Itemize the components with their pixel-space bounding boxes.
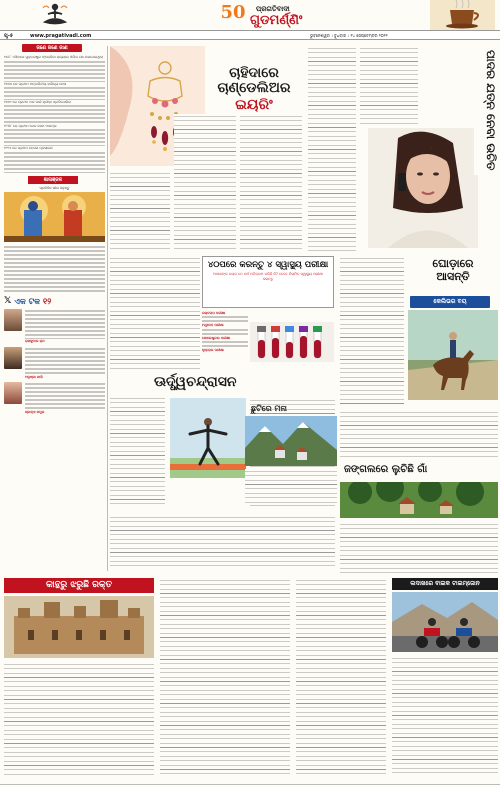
meditation-icon (40, 2, 70, 28)
publisher-name: ପ୍ରଗତିବାଦୀ (256, 5, 290, 13)
bike-headline: ଲଦାଖରେ ବାଇକ ଟାଇମ୍‌ଜୋନ (392, 578, 498, 590)
health-body-left (110, 256, 200, 371)
health-sub: ଆପଣଙ୍କ ବୟସ ୪୦ ବର୍ଷ ଅତିକ୍ରମ କରିଛି କି? ତେବେ ନିୟମିତ ସ୍ୱାସ୍ଥ୍ୟ ପରୀକ୍ଷା କରାନ୍ତୁ (213, 272, 323, 281)
fort-body (4, 662, 154, 776)
tweet-author: ରାଜକୁମାର ରାଓ (25, 339, 45, 344)
masthead (0, 0, 500, 46)
avatar (4, 347, 22, 369)
gyan-heading: ଜ୍ଞାନାଞ୍ଜଳ (28, 176, 78, 184)
foot-care-story (308, 46, 498, 251)
village-body-top (340, 410, 498, 460)
blood-test-tubes (250, 322, 334, 362)
health-points: ରକ୍ତଚାପ ପରୀକ୍ଷା ମଧୁମେହ ପରୀକ୍ଷା କୋଲେଷ୍ଟ୍ରଲ ପରୀକ୍ଷା ହୃଦ୍‌ରୋଗ ପରୀକ୍ଷା (202, 311, 248, 352)
bike-body (392, 656, 498, 776)
avatar (4, 309, 22, 331)
village-headline: ଜଙ୍ଗଲରେ ଲୁଚିଛି ଗାଁ (344, 464, 428, 475)
horse-tag: କେଲିଭର ବୟ (410, 296, 490, 308)
horse-body (340, 256, 404, 406)
tweet-author: ଶ୍ରଦ୍ଧା କପୁର (25, 409, 45, 414)
bike-riders-photo (392, 592, 498, 652)
fort-photo (4, 596, 154, 658)
horse-story (340, 256, 498, 406)
left-column (4, 44, 105, 499)
website-link[interactable]: www.pragativadi.com (30, 33, 92, 39)
bottom-rule (0, 784, 500, 785)
quotes-heading: ଜଣେ ଜଣେ ଜାଣ (22, 44, 82, 52)
gyan-caption: ପ୍ରତିଦିନ ଗୀତା ପଢ଼ନ୍ତୁ (39, 185, 70, 190)
tweet-card (4, 382, 105, 414)
date-line: ଭୁବନେଶ୍ୱର । ବୁଧବାର । ୧୪ ସେପ୍ଟେମ୍ବର ୨୦୨୨ (310, 33, 388, 39)
health-headline: ୪୦ପରେ କରନ୍ତୁ ୪ ସ୍ୱାସ୍ଥ୍ୟ ପରୀକ୍ଷା (207, 260, 329, 270)
anniversary-logo: 50 (220, 2, 246, 23)
x-logo-icon: 𝕏 (4, 296, 12, 306)
avatar (4, 382, 22, 404)
page-label: ପୃ-୫ (4, 32, 13, 39)
horse-headline: ଘୋଡ଼ାରେ ଆସନ୍ତି (432, 257, 474, 284)
tweet-card (4, 347, 105, 379)
tweet-author: ଅନୁଷ୍କା ଶର୍ମା (25, 374, 43, 379)
forest-village-photo (340, 482, 498, 518)
fort-story (4, 578, 154, 778)
yoga-pose-photo (170, 398, 246, 478)
village-story (340, 410, 498, 575)
tweet-heading: 𝕏 ଏକ ଟକ ୧୨ (4, 296, 52, 306)
foot-body-2 (360, 46, 418, 126)
tea-cup-icon (430, 0, 495, 30)
horse-rider-photo (408, 310, 498, 400)
krishna-arjun-painting (4, 192, 105, 242)
gyan-body (4, 245, 105, 293)
woman-phone-photo (368, 128, 478, 248)
jewel-body-1 (110, 171, 170, 251)
scenic-headline: ଛୁଟିରେ ମନା (251, 404, 287, 413)
village-body-bottom (340, 522, 498, 575)
quote-item: ୧୭୭୯ ରେ ପ୍ରଥମ ଥର ପାଇଁ କ୍ରୀଡ଼ା ପ୍ରତିଯୋଗିତା (4, 100, 105, 124)
yoga-body-left (110, 396, 165, 508)
quotes-list (4, 55, 105, 172)
tweet-card (4, 309, 105, 343)
scenic-story (245, 404, 345, 504)
middle-bottom-body (110, 515, 335, 570)
quote-item: ୧୭୫୫ ରେ ପ୍ରଥମ ଅନ୍ତର୍ଜାତୀୟ ବାଣିଜ୍ୟ ମେଳା (4, 82, 105, 100)
scenic-body (245, 469, 337, 504)
jewel-story (110, 46, 305, 251)
header-strip (0, 30, 500, 40)
foot-body-1 (308, 46, 356, 251)
health-story (110, 256, 335, 371)
fort-headline: କାନ୍ଥରୁ ଝରୁଛି ରକ୍ତ (4, 578, 154, 593)
jewel-body-2 (174, 114, 236, 251)
fort-body-right (160, 578, 290, 778)
bike-story (392, 578, 498, 778)
health-headline-box (202, 256, 334, 308)
foot-care-vertical-title: ପାଦର ଯତ୍ନ ନେବା ଉଚିତ (474, 50, 498, 175)
column-divider (107, 46, 108, 571)
quote-item: ୧୮୩୮ ରେ ପ୍ରଥମ ରେଳ ସେବା ଆରମ୍ଭ (4, 124, 105, 146)
supplement-title: ଗୁଡମର୍ଣ୍ଣିଂ (250, 13, 303, 28)
quote-item: ୧୫୮୮ ମସିହାରେ ଯୁକ୍ତରାଷ୍ଟ୍ର ଫ୍ଲୋରିଡା ରାଜ୍ୟରେ ଓଲିଭ ଗଛ ଲଗାଯାଇଥିଲା (4, 55, 105, 81)
yoga-headline: ଊର୍ଦ୍ଧ୍ୱଚନ୍ଦ୍ରାସନ (154, 374, 237, 390)
quote-item: ୧୯୨୬ ରେ ପ୍ରଥମ ବେତାର ପ୍ରସାରଣ (4, 146, 105, 172)
middle-body-right (296, 578, 386, 778)
jewel-body-3 (240, 114, 302, 251)
jewel-headline: ଚାହିଦାରେ ଚାଣ୍ଡେଲିଅର ଇୟରିଂ (217, 65, 291, 113)
mountain-village-photo (245, 416, 337, 466)
